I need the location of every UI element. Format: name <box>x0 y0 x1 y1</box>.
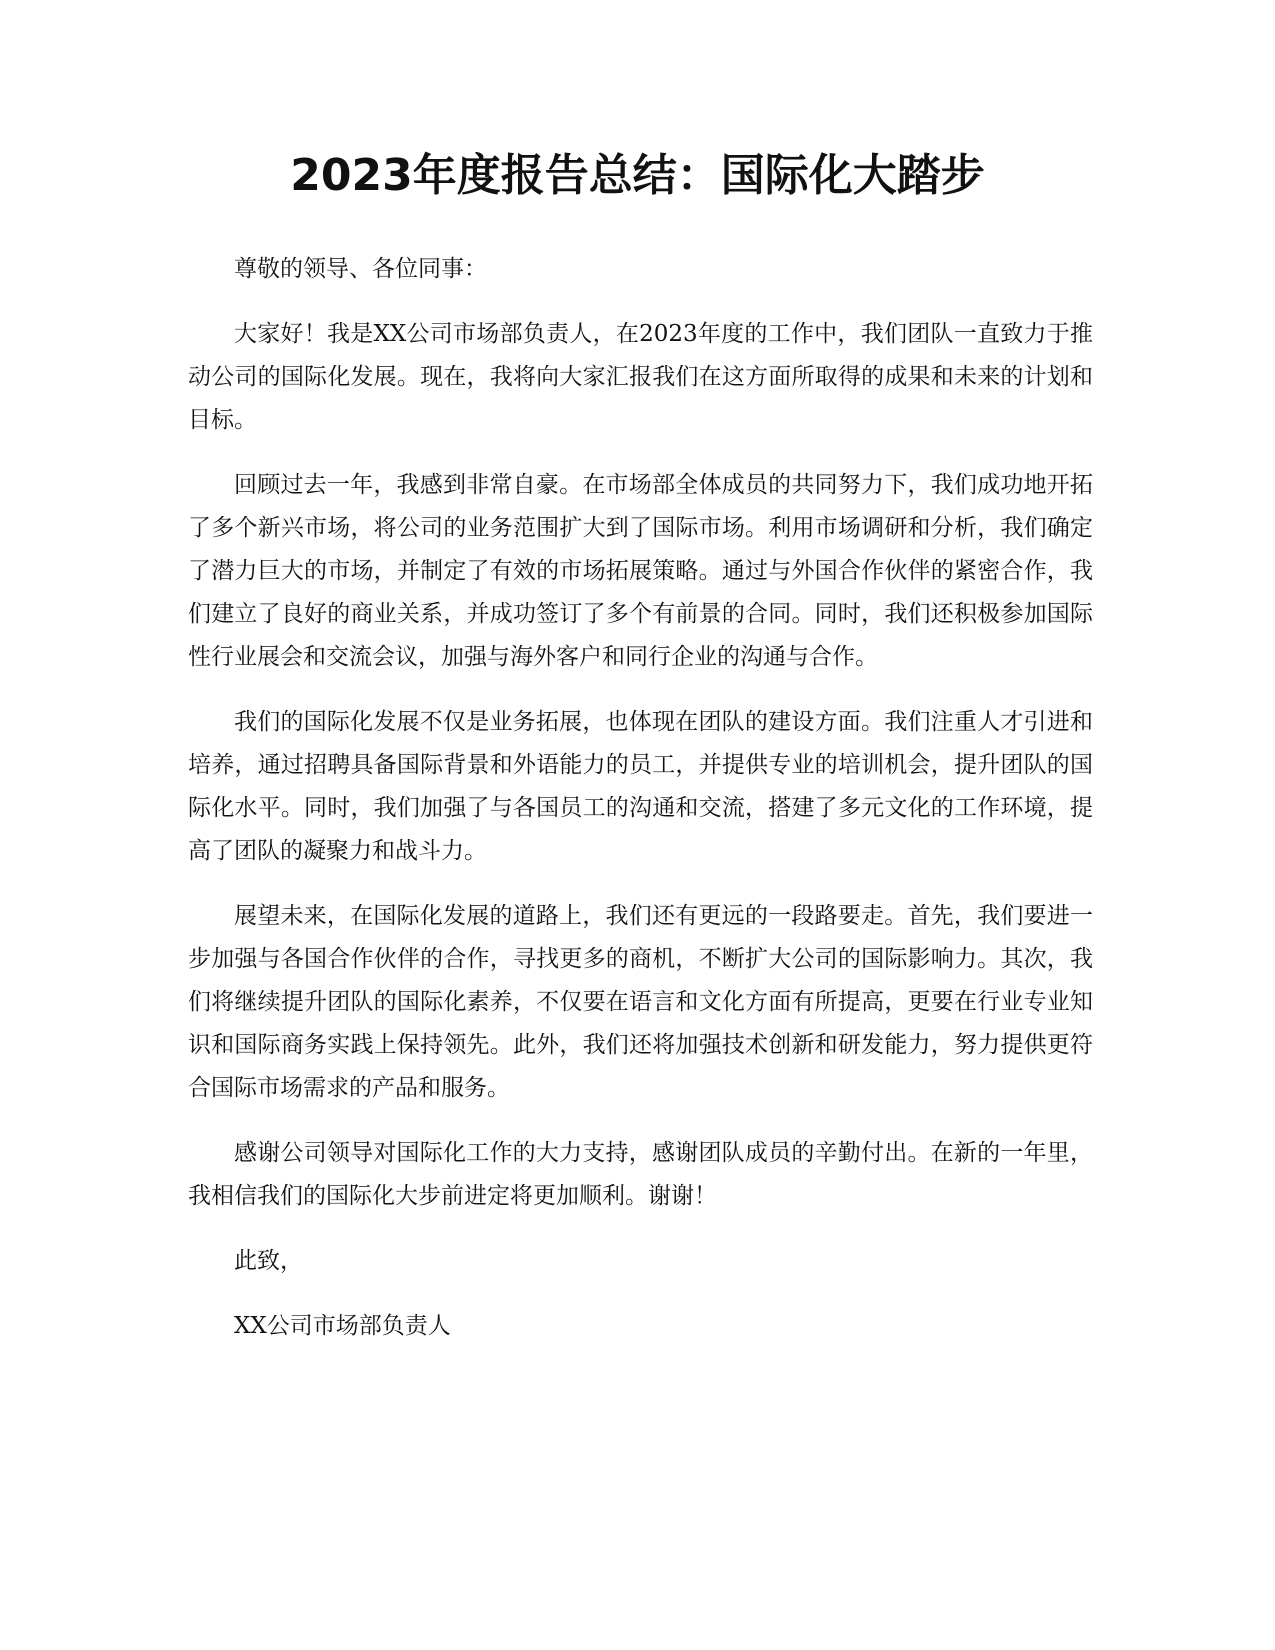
salutation: 尊敬的领导、各位同事： <box>234 256 487 282</box>
paragraph-review: 回顾过去一年，我感到非常自豪。在市场部全体成员的共同努力下，我们成功地开拓了多个新兴市场，将公司的业务范围扩大到了国际市场。利用市场调研和分析，我们确定了潜力巨大的市场，并制定了有效的市场拓展策略。通过与外国合作伙伴的紧密合作，我们建立了良好的商业关系，并成功签订了多个有前景的合同。同时，我们还积极参加国际性行业展会和交流会议，加强与海外客户和同行企业的沟通与合作。 <box>188 472 1093 670</box>
paragraph-team: 我们的国际化发展不仅是业务拓展，也体现在团队的建设方面。我们注重人才引进和培养，通过招聘具备国际背景和外语能力的员工，并提供专业的培训机会，提升团队的国际化水平。同时，我们加强了与各国员工的沟通和交流，搭建了多元文化的工作环境，提高了团队的凝聚力和战斗力。 <box>188 709 1093 864</box>
paragraph-intro: 大家好！我是XX公司市场部负责人，在2023年度的工作中，我们团队一直致力于推动公司的国际化发展。现在，我将向大家汇报我们在这方面所取得的成果和未来的计划和目标。 <box>188 321 1093 433</box>
signature: XX公司市场部负责人 <box>234 1313 451 1339</box>
paragraph-outlook: 展望未来，在国际化发展的道路上，我们还有更远的一段路要走。首先，我们要进一步加强与各国合作伙伴的合作，寻找更多的商机，不断扩大公司的国际影响力。其次，我们将继续提升团队的国际化素养，不仅要在语言和文化方面有所提高，更要在行业专业知识和国际商务实践上保持领先。此外，我们还将加强技术创新和研发能力，努力提供更符合国际市场需求的产品和服务。 <box>188 903 1093 1101</box>
paragraph-thanks: 感谢公司领导对国际化工作的大力支持，感谢团队成员的辛勤付出。在新的一年里，我相信我们的国际化大步前进定将更加顺利。谢谢！ <box>188 1140 1093 1209</box>
document-title: 2023年度报告总结：国际化大踏步 <box>290 150 985 201</box>
document-body <box>188 248 1093 1370</box>
closing: 此致， <box>234 1248 303 1274</box>
